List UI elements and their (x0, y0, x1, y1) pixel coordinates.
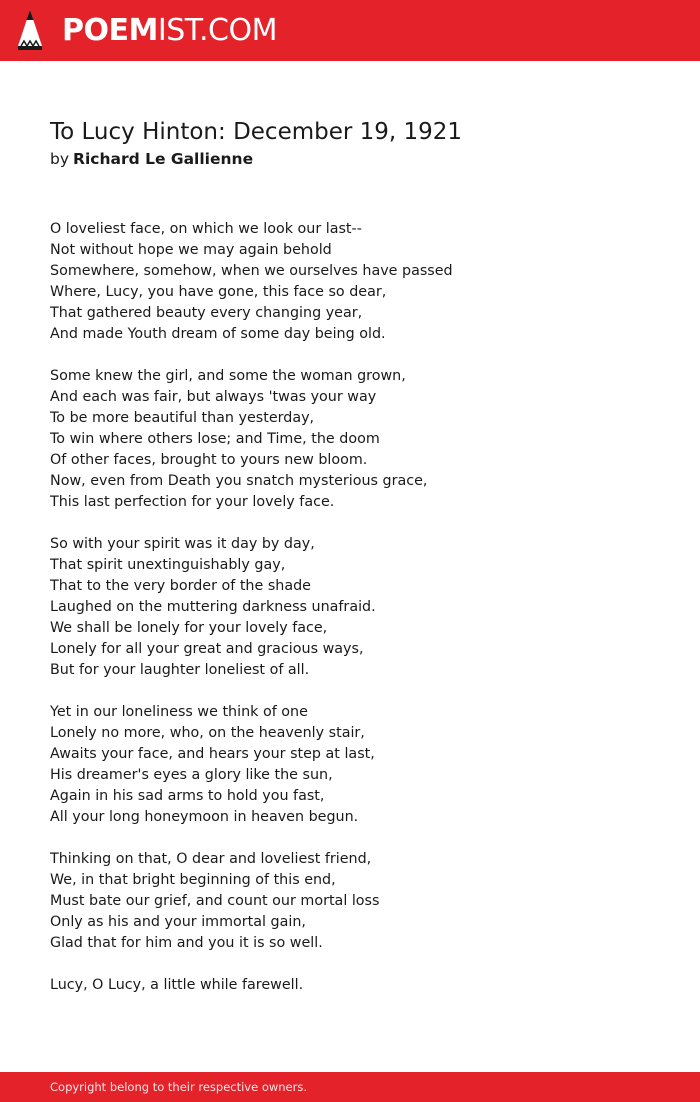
poem-line: That gathered beauty every changing year, (50, 305, 363, 321)
author-name: Richard Le Gallienne (73, 150, 254, 168)
byline (50, 149, 253, 169)
poem-line: Must bate our grief, and count our mortal loss (50, 893, 380, 909)
poem-line: That to the very border of the shade (50, 578, 311, 594)
stanza (50, 366, 670, 513)
poem-line: And made Youth dream of some day being old. (50, 326, 386, 342)
poem-line: This last perfection for your lovely face. (50, 494, 335, 510)
poem-line: To win where others lose; and Time, the doom (50, 431, 380, 447)
copyright-notice: Copyright belong to their respective owners. (50, 1080, 308, 1094)
poem-line: And each was fair, but always 'twas your way (50, 389, 377, 405)
poem-line: We, in that bright beginning of this end, (50, 872, 336, 888)
brand-light: IST.COM (157, 13, 277, 48)
poem-line: Lonely for all your great and gracious ways, (50, 641, 364, 657)
poem-line: Where, Lucy, you have gone, this face so dear, (50, 284, 387, 300)
poem-line: Lonely no more, who, on the heavenly stair, (50, 725, 365, 741)
poem-title: To Lucy Hinton: December 19, 1921 (50, 119, 463, 145)
poem-line: But for your laughter loneliest of all. (50, 662, 310, 678)
poem-line: Not without hope we may again behold (50, 242, 332, 258)
poem-line: Yet in our loneliness we think of one (50, 704, 308, 720)
poem-line: Somewhere, somehow, when we ourselves have passed (50, 263, 453, 279)
stanza (50, 975, 670, 996)
stanza (50, 702, 670, 828)
site-logo-text[interactable] (62, 11, 277, 51)
stanza (50, 534, 670, 681)
poem-line: We shall be lonely for your lovely face, (50, 620, 328, 636)
poem-line: So with your spirit was it day by day, (50, 536, 315, 552)
site-footer (0, 1072, 700, 1102)
poem-line: To be more beautiful than yesterday, (50, 410, 315, 426)
poem-line: Lucy, O Lucy, a little while farewell. (50, 977, 304, 993)
stanza (50, 219, 670, 345)
poem-line: Of other faces, brought to yours new bloom. (50, 452, 368, 468)
poem-line: All your long honeymoon in heaven begun. (50, 809, 359, 825)
poem-line: Only as his and your immortal gain, (50, 914, 306, 930)
pencil-tip-icon[interactable] (16, 8, 44, 52)
poem-line: O loveliest face, on which we look our last-- (50, 221, 362, 237)
brand-bold: POEM (62, 13, 158, 48)
poem-body (50, 219, 670, 1017)
stanza (50, 849, 670, 954)
poem-line: His dreamer's eyes a glory like the sun, (50, 767, 333, 783)
poem-line: Thinking on that, O dear and loveliest friend, (50, 851, 372, 867)
by-label: by (50, 150, 70, 168)
site-header (0, 0, 700, 61)
poem-line: Glad that for him and you it is so well. (50, 935, 323, 951)
poem-line: Laughed on the muttering darkness unafraid. (50, 599, 376, 615)
poem-line: That spirit unextinguishably gay, (50, 557, 286, 573)
poem-line: Some knew the girl, and some the woman grown, (50, 368, 406, 384)
poem-line: Awaits your face, and hears your step at last, (50, 746, 375, 762)
poem-line: Now, even from Death you snatch mysterious grace, (50, 473, 428, 489)
poem-line: Again in his sad arms to hold you fast, (50, 788, 325, 804)
